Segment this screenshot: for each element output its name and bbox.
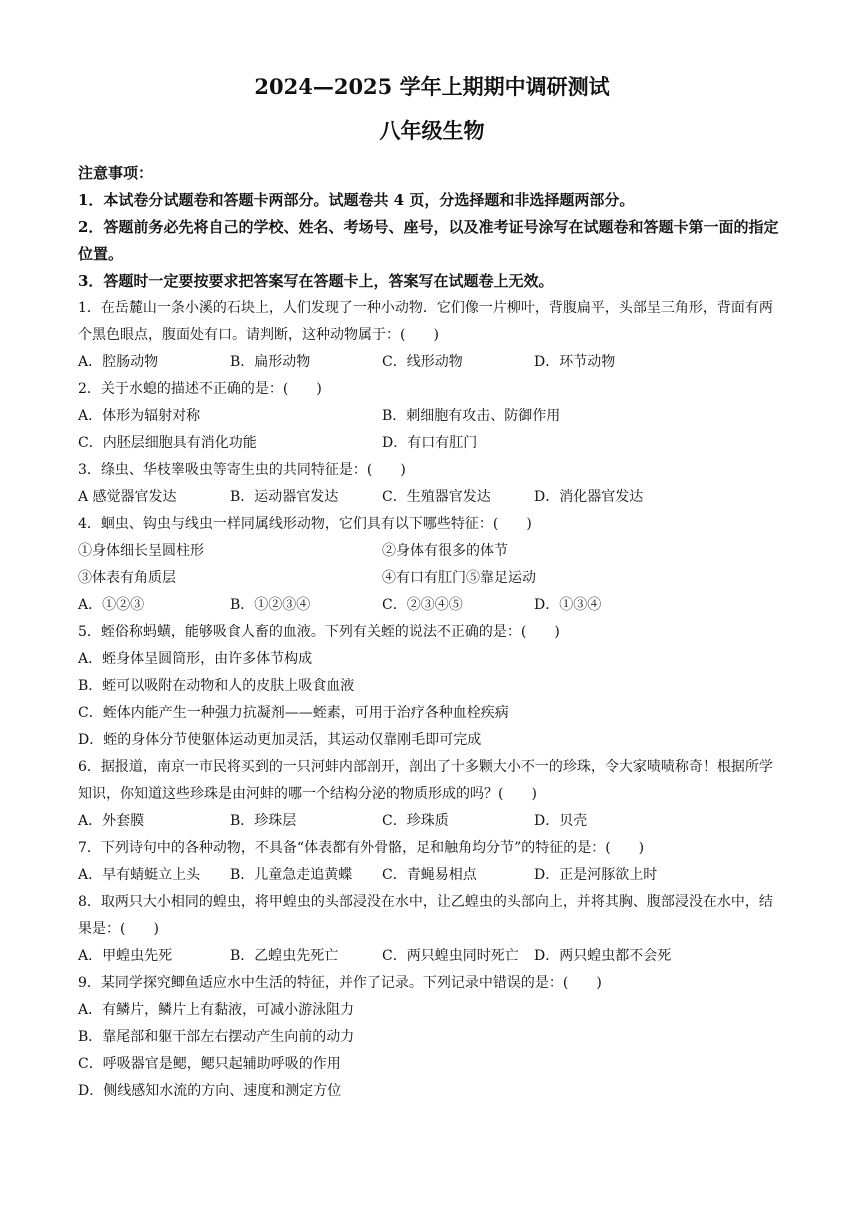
notice-item: 2．答题前务必先将自己的学校、姓名、考场号、座号，以及准考证号涂写在试题卷和答题卡第一面的指定位置。 bbox=[78, 218, 779, 263]
option-a: A．①②③ bbox=[78, 597, 145, 613]
question-5 bbox=[78, 619, 786, 754]
option-a: A．蛭身体呈圆筒形，由许多体节构成 bbox=[78, 651, 313, 667]
option-d: D．消化器官发达 bbox=[534, 489, 644, 505]
option-row bbox=[78, 592, 786, 619]
option-d: D．正是河豚欲上时 bbox=[534, 867, 658, 883]
option-row bbox=[78, 403, 786, 430]
question-stem: 6．据报道，南京一市民将买到的一只河蚌内部剖开，剖出了十多颗大小不一的珍珠，令大家啧啧称奇！根据所学知识，你知道这些珍珠是由河蚌的哪一个结构分泌的物质形成的吗？( ) bbox=[78, 759, 773, 802]
option-b: B．儿童急走追黄蝶 bbox=[230, 867, 353, 883]
option-a: A 感觉器官发达 bbox=[78, 489, 177, 505]
notice-item: 3．答题时一定要按要求把答案写在答题卡上，答案写在试题卷上无效。 bbox=[78, 272, 554, 290]
question-stem: 3．绦虫、华枝睾吸虫等寄生虫的共同特征是：( ) bbox=[78, 462, 406, 478]
option-d: D．两只蝗虫都不会死 bbox=[534, 948, 672, 964]
exam-subtitle: 八年级生物 bbox=[379, 118, 485, 143]
option-c: C．珍珠质 bbox=[382, 813, 449, 829]
question-2 bbox=[78, 376, 786, 457]
notice-item: 1．本试卷分试题卷和答题卡两部分。试题卷共 4 页，分选择题和非选择题两部分。 bbox=[78, 191, 635, 209]
question-stem: 8．取两只大小相同的蝗虫，将甲蝗虫的头部浸没在水中，让乙蝗虫的头部向上，并将其胸、腹部浸没在水中，结果是：( ) bbox=[78, 894, 773, 937]
question-stem: 2．关于水螅的描述不正确的是：( ) bbox=[78, 381, 322, 397]
option-c: C．②③④⑤ bbox=[382, 597, 463, 613]
statement-4-5: ④有口有肛门⑤靠足运动 bbox=[382, 570, 536, 586]
option-d: D．①③④ bbox=[534, 597, 602, 613]
option-c: C．线形动物 bbox=[382, 354, 463, 370]
option-c: C．生殖器官发达 bbox=[382, 489, 491, 505]
notice-section bbox=[78, 160, 786, 295]
option-b: B．①②③④ bbox=[230, 597, 311, 613]
option-row bbox=[78, 484, 786, 511]
question-stem: 5．蛭俗称蚂蟥，能够吸食人畜的血液。下列有关蛭的说法不正确的是：( ) bbox=[78, 624, 560, 640]
statement-3: ③体表有角质层 bbox=[78, 570, 176, 586]
option-d: D．侧线感知水流的方向、速度和测定方位 bbox=[78, 1083, 342, 1099]
exam-title: 2024—2025 学年上期期中调研测试 bbox=[254, 74, 610, 99]
option-d: D．蛭的身体分节使躯体运动更加灵活，其运动仅靠刚毛即可完成 bbox=[78, 732, 482, 748]
option-a: A．体形为辐射对称 bbox=[78, 408, 201, 424]
option-row bbox=[78, 808, 786, 835]
option-row bbox=[78, 430, 786, 457]
option-row bbox=[78, 862, 786, 889]
option-a: A．外套膜 bbox=[78, 813, 145, 829]
question-6 bbox=[78, 754, 786, 835]
statement-row bbox=[78, 538, 786, 565]
question-7 bbox=[78, 835, 786, 889]
question-8 bbox=[78, 889, 786, 970]
option-b: B．靠尾部和躯干部左右摆动产生向前的动力 bbox=[78, 1029, 355, 1045]
option-b: B．蛭可以吸附在动物和人的皮肤上吸食血液 bbox=[78, 678, 355, 694]
option-c: C．蛭体内能产生一种强力抗凝剂——蛭素，可用于治疗各种血栓疾病 bbox=[78, 705, 509, 721]
question-1 bbox=[78, 295, 786, 376]
question-stem: 9．某同学探究鲫鱼适应水中生活的特征，并作了记录。下列记录中错误的是：( ) bbox=[78, 975, 602, 991]
option-a: A．甲蝗虫先死 bbox=[78, 948, 173, 964]
option-c: C．青蝇易相点 bbox=[382, 867, 477, 883]
option-row bbox=[78, 349, 786, 376]
question-9 bbox=[78, 970, 786, 1105]
exam-page bbox=[78, 72, 786, 1105]
option-b: B．珍珠层 bbox=[230, 813, 297, 829]
question-4 bbox=[78, 511, 786, 619]
option-d: D．环节动物 bbox=[534, 354, 616, 370]
statement-1: ①身体细长呈圆柱形 bbox=[78, 543, 204, 559]
option-a: A．早有蜻蜓立上头 bbox=[78, 867, 201, 883]
option-d: D．有口有肛门 bbox=[382, 435, 478, 451]
question-stem: 1．在岳麓山一条小溪的石块上，人们发现了一种小动物．它们像一片柳叶，背腹扁平，头部呈三角形，背面有两个黑色眼点，腹面处有口。请判断，这种动物属于：( ) bbox=[78, 300, 773, 343]
statement-2: ②身体有很多的体节 bbox=[382, 543, 508, 559]
option-c: C．内胚层细胞具有消化功能 bbox=[78, 435, 257, 451]
option-b: B．刺细胞有攻击、防御作用 bbox=[382, 408, 561, 424]
option-b: B．扁形动物 bbox=[230, 354, 311, 370]
question-stem: 4．蛔虫、钩虫与线虫一样同属线形动物，它们具有以下哪些特征：( ) bbox=[78, 516, 532, 532]
option-c: C．呼吸器官是鳃，鳃只起辅助呼吸的作用 bbox=[78, 1056, 341, 1072]
question-stem: 7．下列诗句中的各种动物，不具备“体表都有外骨骼，足和触角均分节”的特征的是：( ) bbox=[78, 840, 645, 856]
option-b: B．运动器官发达 bbox=[230, 489, 339, 505]
option-d: D．贝壳 bbox=[534, 813, 588, 829]
option-b: B．乙蝗虫先死亡 bbox=[230, 948, 339, 964]
notice-heading: 注意事项： bbox=[78, 164, 154, 182]
option-a: A．腔肠动物 bbox=[78, 354, 159, 370]
option-c: C．两只蝗虫同时死亡 bbox=[382, 948, 519, 964]
question-3 bbox=[78, 457, 786, 511]
option-row bbox=[78, 943, 786, 970]
option-a: A．有鳞片，鳞片上有黏液，可减小游泳阻力 bbox=[78, 1002, 355, 1018]
statement-row bbox=[78, 565, 786, 592]
